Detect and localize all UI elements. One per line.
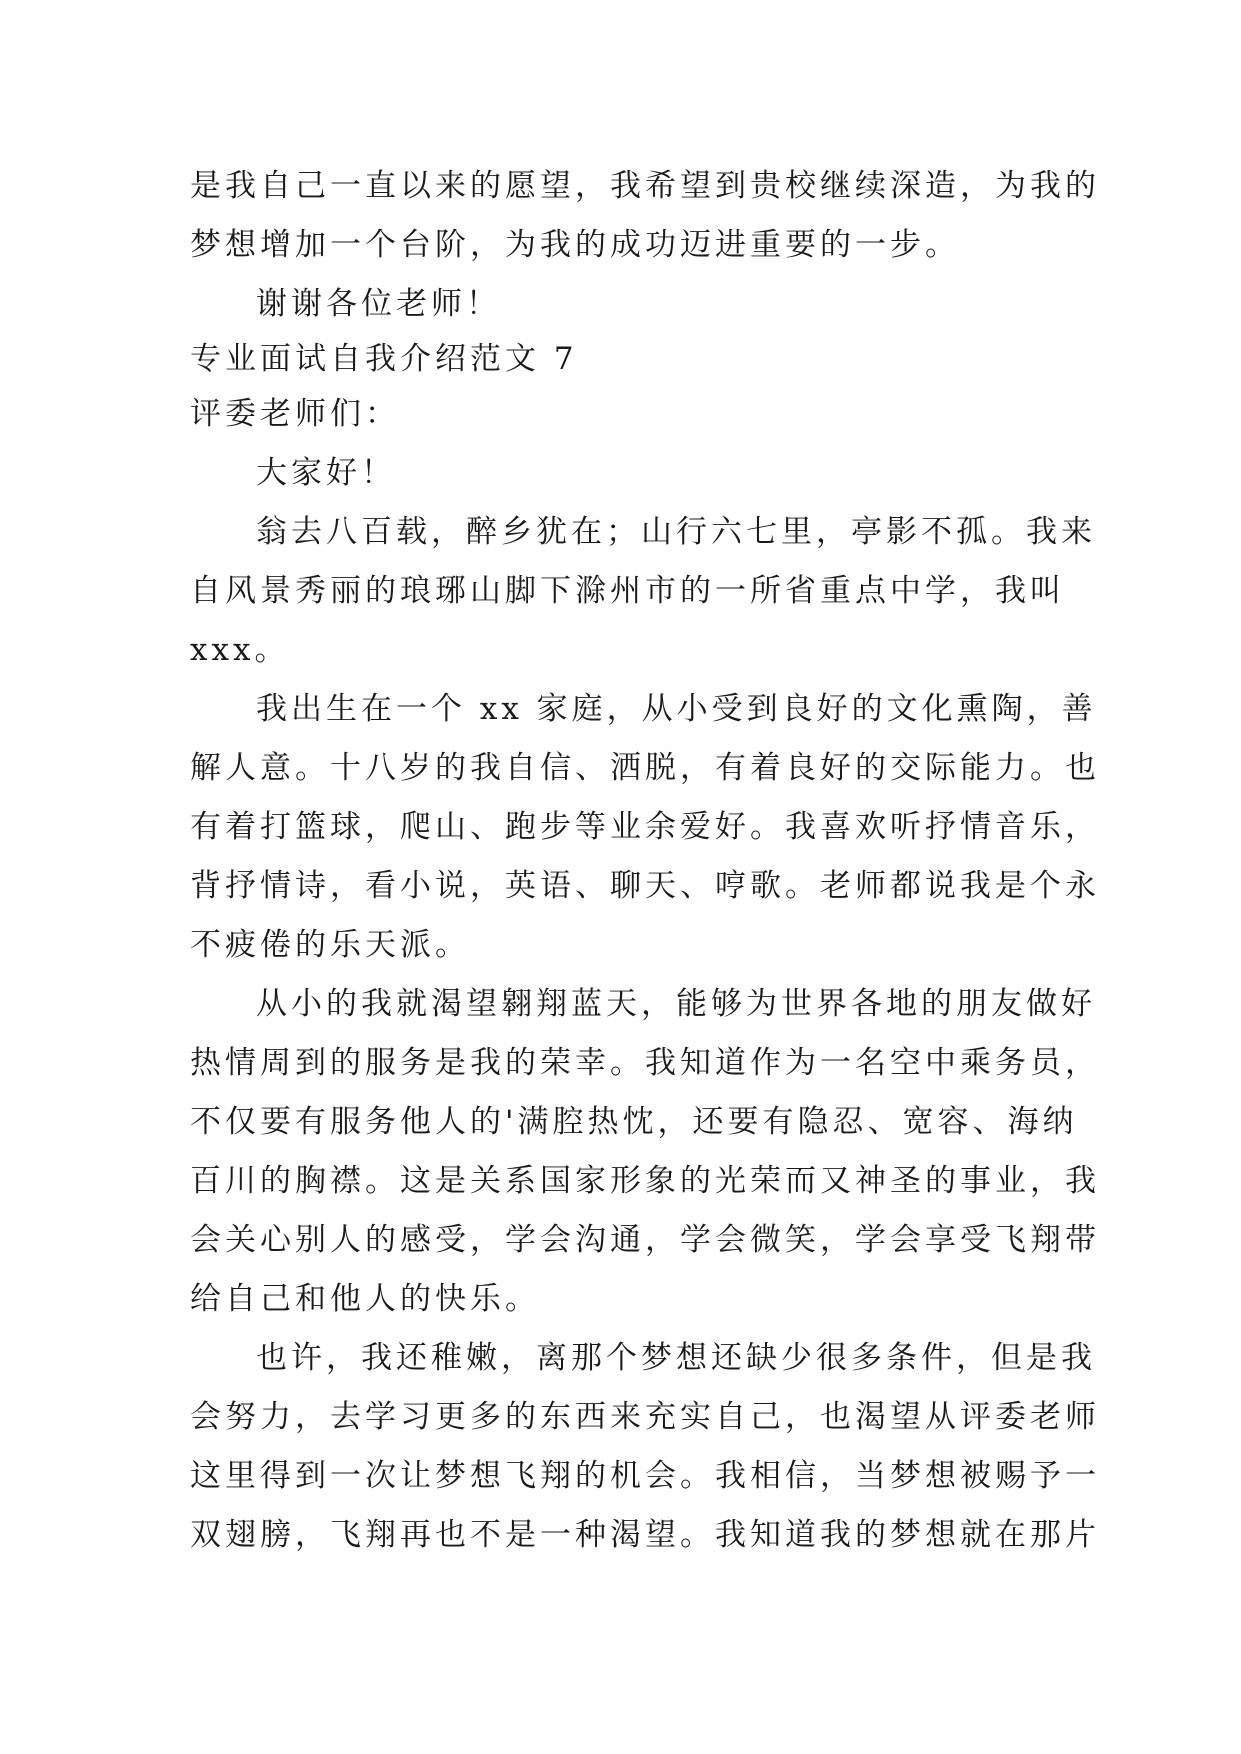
text-line: 也许，我还稚嫩，离那个梦想还缺少很多条件，但是我 xyxy=(256,1340,1096,1376)
section-heading: 专业面试自我介绍范文 7 xyxy=(190,341,578,377)
text-line: 从小的我就渴望翱翔蓝天，能够为世界各地的朋友做好 xyxy=(256,986,1096,1022)
greeting: 大家好！ xyxy=(256,455,396,491)
text-line: 翁去八百载，醉乡犹在；山行六七里，亭影不孤。我来 xyxy=(256,514,1096,550)
text-line: 百川的胸襟。这是关系国家形象的光荣而又神圣的事业，我 xyxy=(190,1163,1100,1199)
text-line: 是我自己一直以来的愿望，我希望到贵校继续深造，为我的 xyxy=(190,168,1100,204)
text-line: 解人意。十八岁的我自信、洒脱，有着良好的交际能力。也 xyxy=(190,750,1100,786)
text-line: 双翅膀，飞翔再也不是一种渴望。我知道我的梦想就在那片 xyxy=(190,1517,1100,1553)
text-line: xxx。 xyxy=(190,632,290,668)
text-line: 不疲倦的乐天派。 xyxy=(190,927,470,963)
text-line: 自风景秀丽的琅琊山脚下滁州市的一所省重点中学，我叫 xyxy=(190,573,1065,609)
text-line: 我出生在一个 xx 家庭，从小受到良好的文化熏陶，善 xyxy=(256,691,1097,727)
text-line: 背抒情诗，看小说，英语、聊天、哼歌。老师都说我是个永 xyxy=(190,868,1100,904)
text-line: 给自己和他人的快乐。 xyxy=(190,1281,540,1317)
text-line: 不仅要有服务他人的'满腔热忱，还要有隐忍、宽容、海纳 xyxy=(190,1104,1078,1140)
text-line: 热情周到的服务是我的荣幸。我知道作为一名空中乘务员， xyxy=(190,1045,1100,1081)
text-line: 会努力，去学习更多的东西来充实自己，也渴望从评委老师 xyxy=(190,1399,1100,1435)
salutation: 评委老师们： xyxy=(190,396,400,432)
text-line: 这里得到一次让梦想飞翔的机会。我相信，当梦想被赐予一 xyxy=(190,1458,1100,1494)
text-line: 有着打篮球，爬山、跑步等业余爱好。我喜欢听抒情音乐， xyxy=(190,809,1100,845)
text-line: 谢谢各位老师！ xyxy=(256,286,501,322)
text-line: 会关心别人的感受，学会沟通，学会微笑，学会享受飞翔带 xyxy=(190,1222,1100,1258)
text-line: 梦想增加一个台阶，为我的成功迈进重要的一步。 xyxy=(190,227,960,263)
